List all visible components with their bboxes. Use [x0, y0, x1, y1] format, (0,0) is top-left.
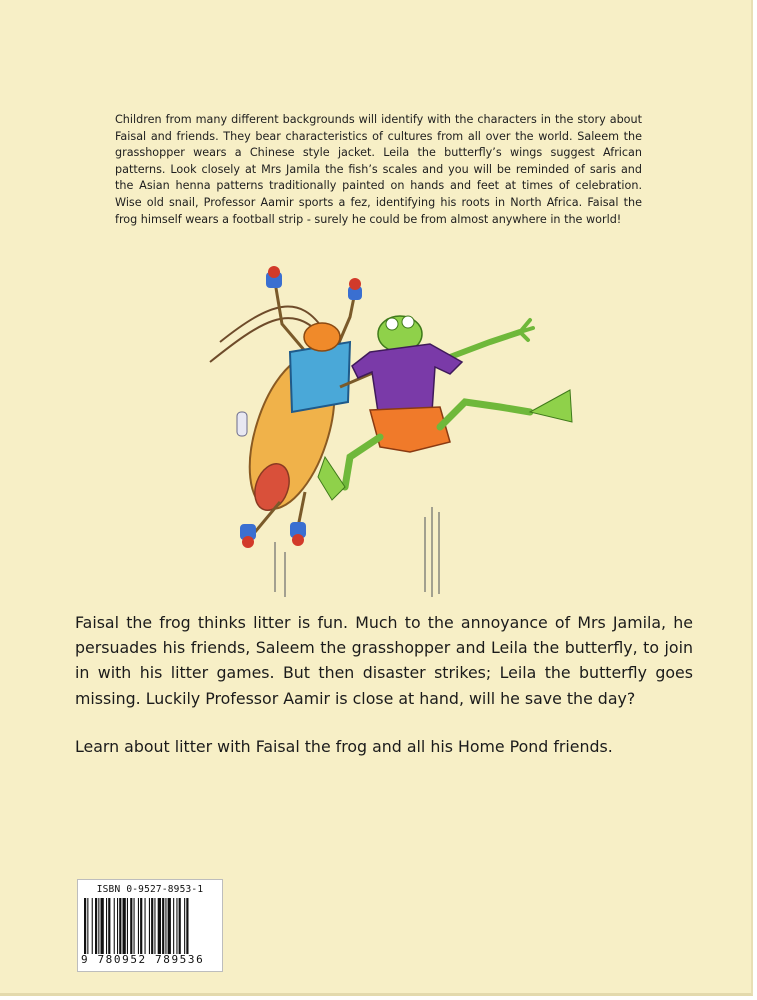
tagline: Learn about litter with Faisal the frog and all his Home Pond friends. — [75, 737, 613, 756]
isbn-number: ISBN 0-9527-8953-1 — [96, 884, 204, 895]
barcode-label — [77, 879, 223, 972]
grasshopper-figure — [210, 266, 405, 548]
grasshopper-and-frog-illustration — [200, 262, 600, 602]
frog-figure — [318, 316, 572, 500]
barcode-icon — [84, 898, 216, 954]
story-synopsis: Faisal the frog thinks litter is fun. Much to the annoyance of Mrs Jamila, he persuades his friends, Saleem the grasshopper and Leila the butterfly, to join in with his litter games. But then disaster strikes; Leila the butterfly goes missing. Luckily Professor Aamir is close at hand, will he save the day? — [75, 613, 693, 708]
ean-digits: 9 780952 789536 — [81, 953, 205, 966]
intro-paragraph: Children from many different backgrounds will identify with the characters in the story about Faisal and friends. They bear characteristics of cultures from all over the world. Saleem the grasshopper wears a Chinese style jacket. Leila the butterfly’s wings suggest African patterns. Look closely at Mrs Jamila the fish’s scales and you will be reminded of saris and the Asian henna patterns traditionally painted on hands and feet at times of celebration. Wise old snail, Professor Aamir sports a fez, identifying his roots in North Africa. Faisal the frog himself wears a football strip - surely he could be from almost anywhere in the world! — [115, 113, 642, 226]
